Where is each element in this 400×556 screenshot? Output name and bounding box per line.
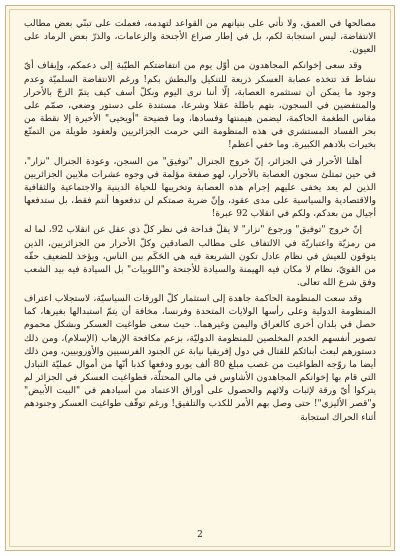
paragraph: مصالحها في العمق، ولا تأتي على بنيانهم من القواعد لتهدمه، فعملت على تبنّي بعض مطالب الانتفاضة، ليس استجابة لكم، بل في إطار صراع الأجنحة والزعامات، والذرّ بعض الرماد على العيون. xyxy=(24,19,376,56)
document-page xyxy=(5,5,395,551)
body-text xyxy=(24,18,376,428)
paragraph: وقد سعى إخوانكم المجاهدون من أوّل يوم من انتفاضتكم الطيّبة إلى دعمكم، وإيقاف أيّ نشاط قد تتخذه عصابة العسكر ذريعة للتنكيل والبطش بكم! ورغم الانتفاضة السلميّة وعدم وجود ما يمكن أن تستثمره العصابة، إلّا أننا نرى اليوم وبكلّ أسف كيف يتمّ الزجّ بالأحرار والمنتفضين في السجون، بتهم باطلة عقلا وشرعا، مستندة على دستور وضعي، صمّم على مقاس الطغمة الحاكمة، ليضمن هيمنتها وفسادها، وما فضيحة "أويحيى" الأخيرة إلا نقطة من بحر الفساد المستشري في هذه المنظومة التي حرمت الجزائريين ولعقود طويلة من التمتّع بخيرات بلادهم الكبيرة. وما خفي أعظم! xyxy=(24,61,376,151)
paragraph: أهلنا الأحرار في الجزائر، إنّ خروج الجنرال "توفيق" من السجن، وعودة الجنرال "نزار"، في حين تمتلئ سجون العصابة بالأحرار، لهو صفعة مؤلمة في وجوه عشرات ملايين الجزائريين الذين لم يعد يخفى عليهم إجرام هذه العصابة وتخريبها للحياة الدينية والاجتماعية والثقافية والاقتصادية والسياسية على مدى عقود، وإنّ ضربة صمتكم لن تدفعوها أنتم فقط، بل ستدفعها أجيال من بعدكم، ولكم في انقلاب 92 عبرة! xyxy=(24,156,376,220)
paragraph: إنّ خروج "توفيق" ورجوع "نزار" لا يقلّ فداحة في نظر كلّ ذي عقل عن انقلاب 92، لما له من رمزيّة واعتباريّة في الالتفاف على مطالب الصادقين وكلّ الأحرار من الجزائريين، الذين يتوقون للعيش في نظام عادل تكون الشريعة فيه هي الحَكَم بين الناس، ويؤخذ للضعيف حقّه من القويّ، نظام لا مكان فيه الهيمنة والسيادة للأجنحة و"اللوبيات" بل السيادة فيه بيد الشعب وفق شرع الله تعالى. xyxy=(24,225,376,288)
page-number: 2 xyxy=(197,530,203,540)
paragraph: وقد سعت المنظومة الحاكمة جاهدة إلى استثمار كلّ الورقات السياسيّة، لاستجلاب اعتراف المنظومة الدولية وعلى رأسها الولايات المتحدة وفرنسا، مخافة أن يتمّ استبدالها بغيرها، كما حصل في بلدان أخرى كالعراق واليمن وغيرهما.. حيث سعى طواغيت العسكر وبشكل محموم تصوير أنفسهم الخدم المخلصين للمنظومة الدوليّة، بزعم مكافحة الإرهاب (الإسلام)، ومن ذلك دستورهم لبعث أبنائكم للقتال في دول إفريقيا نيابة عن الجنود الفرنسيين والأوروبيين، ومن ذلك أيضا ما روّجه الطواغيت من غصب مبلغ 80 ألف يورو ودفعها كذبا أنّها من أموال عمليّة التبادل التي قام بها إخوانكم المجاهدون الأشاوس في مالي المحتلّة، فطواغيت العسكر في الجزائر لم يتركوا أيّ ورقة لإثبات ولائهم والحصول على أوراق الاعتماد من أسيادهم في "البيت الأبيض" و"قصر الأليزي"! حتى وصل بهم الأمر للكذب والتلفيق! ورغم توقّف طواغيت العسكر وجنودهم أثناء الحراك استجابة xyxy=(24,294,376,423)
